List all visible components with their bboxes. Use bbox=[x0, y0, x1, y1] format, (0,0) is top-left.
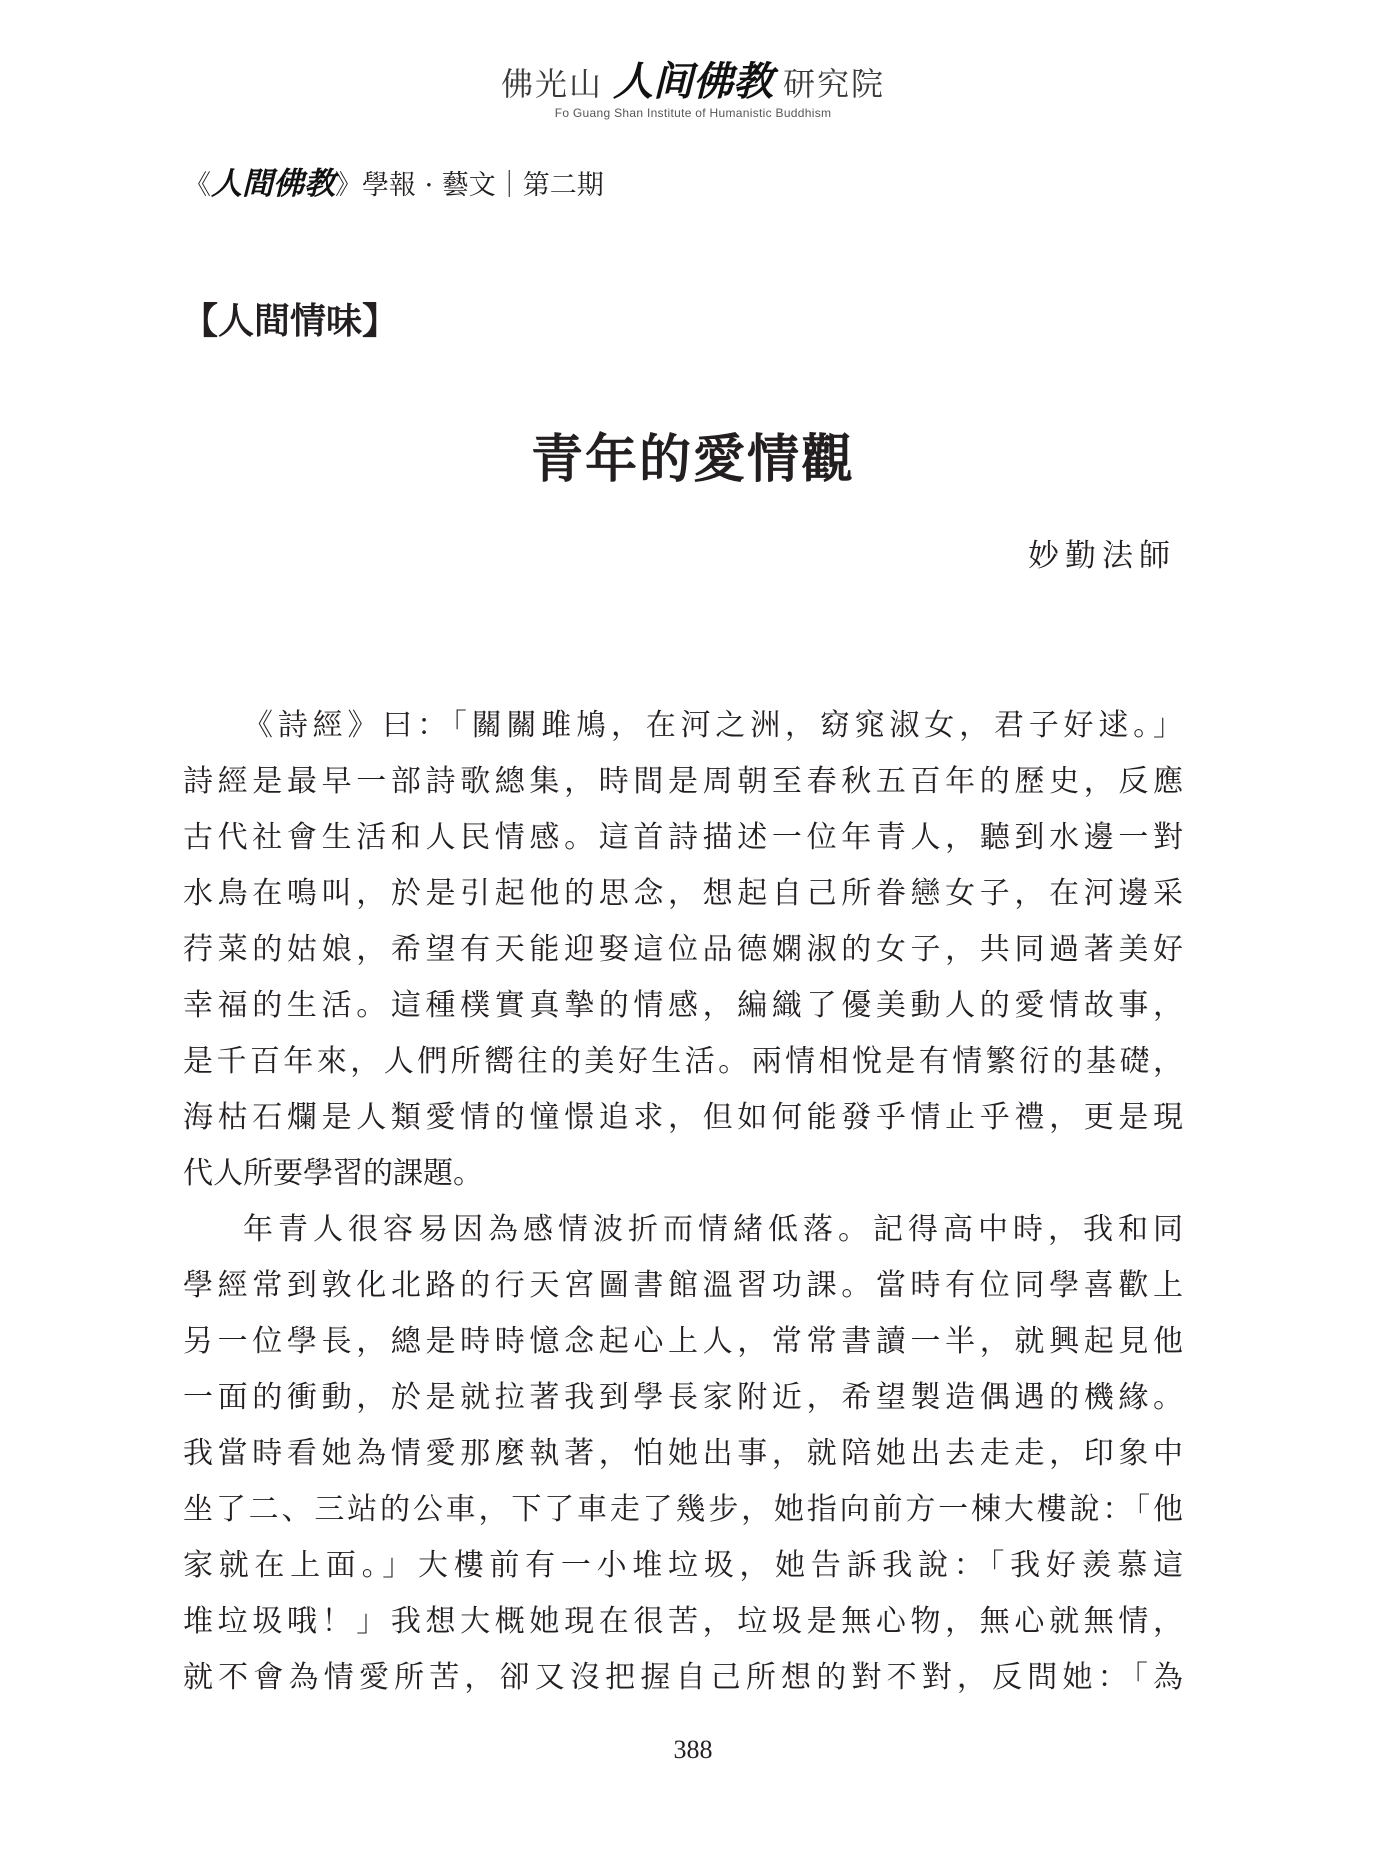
body-line: 年青人很容易因為感情波折而情緒低落。記得高中時，我和同 bbox=[243, 1212, 1183, 1247]
institute-name bbox=[500, 58, 886, 105]
journal-open-mark: 《 bbox=[184, 170, 211, 201]
body-line: 荇菜的姑娘，希望有天能迎娶這位品德嫻淑的女子，共同過著美好 bbox=[183, 932, 1183, 967]
section-label: 【人間情味】 bbox=[182, 301, 399, 342]
body-line: 學經常到敦化北路的行天宮圖書館溫習功課。當時有位同學喜歡上 bbox=[183, 1268, 1183, 1303]
body-line: 坐了二、三站的公車，下了車走了幾步，她指向前方一棟大樓說：「他 bbox=[183, 1492, 1183, 1527]
body-line: 一面的衝動，於是就拉著我到學長家附近，希望製造偶遇的機緣。 bbox=[183, 1380, 1183, 1415]
author-name: 妙勤法師 bbox=[1028, 538, 1176, 574]
journal-header bbox=[184, 166, 604, 204]
body-line: 水鳥在鳴叫，於是引起他的思念，想起自己所眷戀女子，在河邊采 bbox=[183, 876, 1183, 911]
journal-header-rest: 》學報 · 藝文｜第二期 bbox=[335, 170, 604, 201]
body-line: 幸福的生活。這種樸實真摯的情感，編織了優美動人的愛情故事， bbox=[183, 988, 1183, 1023]
body-line: 詩經是最早一部詩歌總集，時間是周朝至春秋五百年的歷史，反應 bbox=[183, 764, 1183, 799]
body-line: 《詩經》曰：「關關雎鳩，在河之洲，窈窕淑女，君子好逑。」 bbox=[243, 708, 1183, 743]
body-line: 另一位學長，總是時時憶念起心上人，常常書讀一半，就興起見他 bbox=[183, 1324, 1183, 1359]
institute-english-name: Fo Guang Shan Institute of Humanistic Buddhism bbox=[554, 106, 832, 120]
body-line: 堆垃圾哦！」我想大概她現在很苦，垃圾是無心物，無心就無情， bbox=[183, 1604, 1183, 1639]
body-line: 海枯石爛是人類愛情的憧憬追求，但如何能發乎情止乎禮，更是現 bbox=[183, 1100, 1183, 1135]
institute-header bbox=[0, 58, 1386, 120]
institute-calligraphy-logo: 人间佛教 bbox=[613, 58, 773, 105]
body-line: 是千百年來，人們所嚮往的美好生活。兩情相悅是有情繁衍的基礎， bbox=[183, 1044, 1183, 1079]
institute-name-suffix: 研究院 bbox=[783, 65, 886, 103]
article-body bbox=[183, 698, 1183, 1706]
body-line: 就不會為情愛所苦，卻又沒把握自己所想的對不對，反問她：「為 bbox=[183, 1660, 1183, 1695]
page-number: 388 bbox=[673, 1735, 713, 1764]
body-line: 我當時看她為情愛那麼執著，怕她出事，就陪她出去走走，印象中 bbox=[183, 1436, 1183, 1471]
institute-name-prefix: 佛光山 bbox=[500, 65, 603, 103]
body-line: 古代社會生活和人民情感。這首詩描述一位年青人，聽到水邊一對 bbox=[183, 820, 1183, 855]
article-title: 青年的愛情觀 bbox=[530, 430, 855, 490]
journal-calligraphy-logo: 人間佛教 bbox=[211, 166, 335, 202]
body-line: 代人所要學習的課題。 bbox=[183, 1156, 483, 1191]
body-line: 家就在上面。」大樓前有一小堆垃圾，她告訴我說：「我好羨慕這 bbox=[183, 1548, 1183, 1583]
